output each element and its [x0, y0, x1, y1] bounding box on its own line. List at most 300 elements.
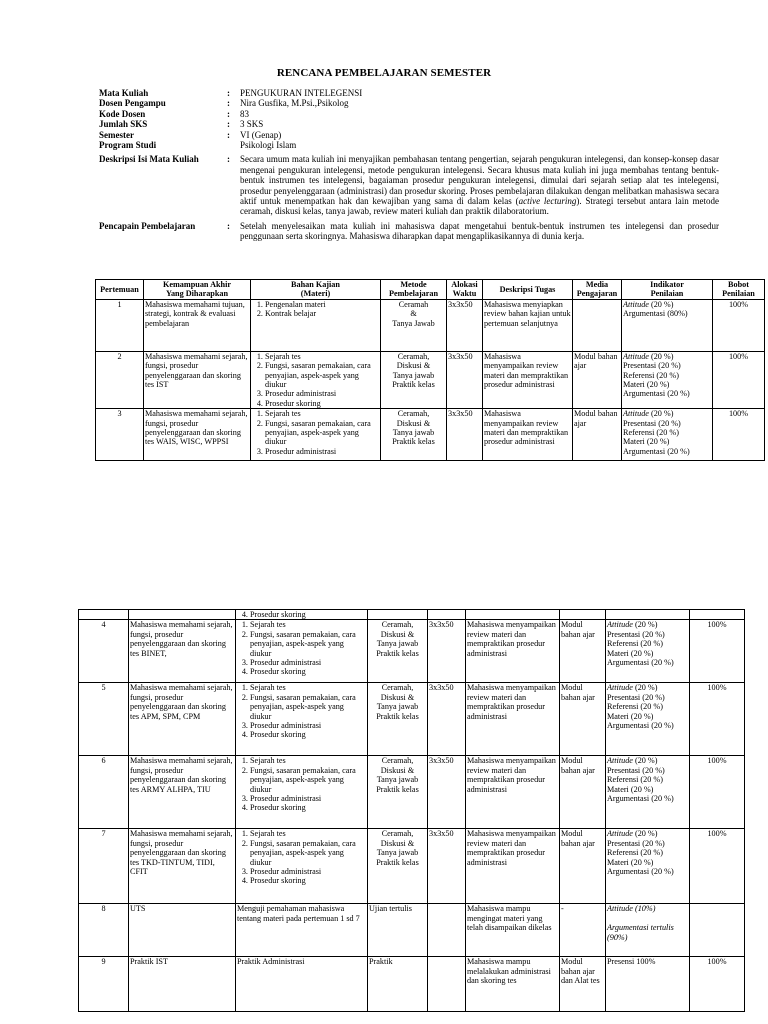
info-colon: : [227, 88, 230, 98]
header-text: Penilaian [722, 289, 755, 299]
indicator-line [607, 848, 688, 857]
material-item: 3. Prosedur administrasi [250, 658, 366, 667]
study-material [251, 351, 381, 408]
assessment-indicators [622, 409, 713, 461]
indicator-emphasis: Attitude (10%) [607, 904, 656, 914]
learning-outcome: Mahasiswa memahami sejarah, fungsi, prosedur penyelenggaraan dan skoring tes TKD-TINTUM, TIDI, CFIT [129, 829, 236, 904]
method-line: Tanya jawab [376, 639, 419, 649]
assessment-indicators [606, 829, 690, 904]
weight: 100% [713, 299, 765, 351]
material-item: 3. Prosedur administrasi [250, 867, 366, 876]
teaching-method [381, 299, 447, 351]
time-allocation [428, 904, 466, 957]
method-line: Praktik kelas [376, 784, 419, 794]
header-text: Kemampuan Akhir [162, 280, 231, 289]
method-line: Ceramah, [381, 683, 414, 693]
indicator-text: (20 %) [648, 409, 674, 419]
column-header [573, 280, 622, 300]
table-row [79, 620, 745, 683]
info-label: Kode Dosen [99, 108, 146, 119]
info-label: Program Studi [99, 140, 157, 151]
indicator-text: Materi (20 %) [607, 711, 654, 721]
method-line: Diskusi & [380, 629, 415, 639]
time-allocation [428, 957, 466, 1012]
method-line: Tanya jawab [392, 428, 435, 438]
meeting-number: 1 [96, 299, 144, 351]
indicator-emphasis: Attitude [623, 299, 649, 309]
teaching-media: Modul bahan ajar [573, 351, 622, 408]
empty-cell [466, 610, 560, 620]
method-line: Tanya jawab [376, 702, 419, 712]
method-line: Praktik kelas [376, 711, 419, 721]
info-value: 3 SKS [240, 119, 264, 130]
indicator-line [607, 639, 688, 648]
study-material [236, 829, 368, 904]
info-value: Setelah menyelesaikan mata kuliah ini mahasiswa dapat mengetahui bentuk-bentuk instrumen tes intelegensi dan prosedur penggunaan serta skoringnya. Mahasiswa diharapkan dapat mengaplikasikannya di dunia kerja. [240, 220, 719, 242]
material-item: 4. Prosedur skoring [265, 399, 379, 408]
study-material [251, 299, 381, 351]
study-material [251, 409, 381, 461]
column-header [622, 280, 713, 300]
material-list [237, 829, 366, 885]
indicator-text: Presentasi (20 %) [607, 838, 665, 848]
indicator-text: (20 %) [632, 620, 658, 630]
indicator-line [607, 766, 688, 775]
material-item: 3. Prosedur administrasi [250, 721, 366, 730]
material-item: 1. Sejarah tes [265, 409, 379, 418]
header-text: Alokasi [451, 280, 478, 289]
assessment-indicators [622, 299, 713, 351]
info-label: Dosen Pengampu [99, 98, 166, 109]
info-row [99, 88, 719, 98]
weight: 100% [690, 683, 745, 756]
header-text: Deskripsi Tugas [499, 284, 556, 294]
material-list [237, 756, 366, 812]
meeting-number: 6 [79, 756, 129, 829]
indicator-line [623, 380, 711, 389]
info-colon: : [227, 108, 230, 119]
material-list [252, 300, 379, 319]
method-line: Ceramah, [381, 756, 414, 766]
material-item: 1. Sejarah tes [250, 756, 366, 765]
indicator-line [607, 620, 688, 629]
empty-cell [560, 610, 606, 620]
teaching-method [368, 683, 428, 756]
info-value: Psikologi Islam [240, 140, 297, 151]
study-material: Menguji pemahaman mahasiswa tentang materi pada pertemuan 1 sd 7 [236, 904, 368, 957]
column-header [144, 280, 251, 300]
teaching-media: Modul bahan ajar [560, 620, 606, 683]
time-allocation: 3x3x50 [447, 299, 483, 351]
indicator-text: Presentasi (20 %) [623, 361, 681, 371]
method-line: Ceramah, [397, 351, 430, 361]
indicator-line [623, 309, 711, 318]
header-text: Pertemuan [100, 284, 139, 294]
indicator-line [607, 683, 688, 692]
task-description: Mahasiswa menyampaikan review materi dan mempraktikan prosedur administrasi [466, 620, 560, 683]
indicator-text: Referensi (20 %) [607, 848, 663, 858]
material-item: 2. Fungsi, sasaran pemakaian, cara penyajian, aspek-aspek yang diukur [250, 630, 366, 658]
method-line: Tanya jawab [376, 848, 419, 858]
learning-outcome: Mahasiswa memahami sejarah, fungsi, prosedur penyelenggaraan dan skoring tes IST [144, 351, 251, 408]
indicator-text: Materi (20 %) [623, 437, 670, 447]
method-line: Tanya jawab [392, 370, 435, 380]
weight: 100% [690, 620, 745, 683]
info-label: Pencapain Pembelajaran [99, 220, 196, 231]
indicator-line [623, 389, 711, 398]
method-line: Ceramah, [381, 829, 414, 839]
method-line: Ceramah [398, 299, 429, 309]
teaching-method [381, 409, 447, 461]
indicator-line [623, 437, 711, 446]
indicator-line [623, 428, 711, 437]
column-header [447, 280, 483, 300]
info-colon: : [227, 119, 230, 130]
study-material [236, 610, 368, 620]
weight: 100% [713, 351, 765, 408]
method-line: Diskusi & [380, 765, 415, 775]
material-item: 1. Sejarah tes [250, 829, 366, 838]
study-material [236, 756, 368, 829]
indicator-text: (20 %) [632, 756, 658, 766]
indicator-emphasis: Attitude [623, 409, 649, 419]
indicator-text: Argumentasi (80%) [623, 309, 688, 319]
indicator-text: Argumentasi (20 %) [607, 658, 674, 668]
task-description: Mahasiswa mampu mengingat materi yang telah disampaikan dikelas [466, 904, 560, 957]
teaching-method [368, 957, 428, 1012]
teaching-media: Modul bahan ajar [560, 829, 606, 904]
material-list [237, 620, 366, 676]
info-label: Jumlah SKS [99, 119, 148, 130]
task-description: Mahasiswa mampu melalakukan administrasi dan skoring tes [466, 957, 560, 1012]
table-row [96, 409, 765, 461]
teaching-media: Modul bahan ajar [573, 409, 622, 461]
indicator-emphasis: Attitude [623, 351, 649, 361]
material-item: 4. Prosedur skoring [250, 610, 366, 619]
teaching-method [368, 620, 428, 683]
material-item: 4. Prosedur skoring [250, 876, 366, 885]
indicator-line [623, 447, 711, 456]
material-item: 1. Sejarah tes [250, 620, 366, 629]
indicator-line [607, 904, 688, 913]
indicator-line [607, 923, 688, 942]
indicator-text: Referensi (20 %) [607, 702, 663, 712]
material-item: 2. Fungsi, sasaran pemakaian, cara penyajian, aspek-aspek yang diukur [265, 361, 379, 389]
time-allocation: 3x3x50 [428, 756, 466, 829]
learning-outcome: Mahasiswa memahami sejarah, fungsi, prosedur penyelenggaraan dan skoring tes APM, SPM, CPM [129, 683, 236, 756]
material-item: 2. Fungsi, sasaran pemakaian, cara penyajian, aspek-aspek yang diukur [265, 419, 379, 447]
rps-table-page2 [78, 609, 745, 1012]
indicator-line [607, 649, 688, 658]
indicator-text: Materi (20 %) [607, 648, 654, 658]
teaching-media: Modul bahan ajar dan Alat tes [560, 957, 606, 1012]
method-line: Praktik kelas [392, 437, 435, 447]
indicator-line [623, 409, 711, 418]
empty-cell [368, 610, 428, 620]
indicator-line [607, 914, 688, 923]
header-text: Pengajaran [576, 289, 618, 299]
course-info [99, 88, 719, 242]
material-item: 1. Sejarah tes [250, 683, 366, 692]
table-row [96, 299, 765, 351]
study-material: Praktik Administrasi [236, 957, 368, 1012]
emphasis-text: active lecturing [518, 196, 577, 207]
header-text: Media [585, 280, 609, 289]
empty-cell [129, 610, 236, 620]
column-header [251, 280, 381, 300]
info-colon: : [227, 129, 230, 140]
meeting-number: 9 [79, 957, 129, 1012]
learning-outcome: UTS [129, 904, 236, 957]
material-list [252, 409, 379, 456]
indicator-text: Referensi (20 %) [623, 370, 679, 380]
column-header [713, 280, 765, 300]
table-row [79, 683, 745, 756]
method-line: Praktik kelas [376, 857, 419, 867]
header-text: Penilaian [650, 289, 684, 299]
learning-outcome: Mahasiswa memahami sejarah, fungsi, prosedur penyelenggaraan dan skoring tes WAIS, WISC, WPPSI [144, 409, 251, 461]
indicator-line [607, 702, 688, 711]
material-item: 2. Fungsi, sasaran pemakaian, cara penyajian, aspek-aspek yang diukur [250, 693, 366, 721]
method-line: Praktik [369, 957, 393, 967]
indicator-text: (20 %) [648, 299, 674, 309]
indicator-text: Presentasi (20 %) [607, 692, 665, 702]
meeting-number: 2 [96, 351, 144, 408]
material-item: 2. Kontrak belajar [265, 309, 379, 318]
material-item: 3. Prosedur administrasi [265, 447, 379, 456]
indicator-text: Argumentasi (20 %) [607, 721, 674, 731]
time-allocation: 3x3x50 [428, 829, 466, 904]
indicator-text: Argumentasi (20 %) [607, 794, 674, 804]
time-allocation: 3x3x50 [428, 620, 466, 683]
indicator-text: (20 %) [648, 351, 674, 361]
info-row [99, 150, 719, 216]
indicator-line [607, 693, 688, 702]
method-line: Ujian tertulis [369, 904, 412, 914]
method-line: Tanya jawab [376, 775, 419, 785]
assessment-indicators [606, 904, 690, 957]
table-row [96, 351, 765, 408]
teaching-media [573, 299, 622, 351]
teaching-media: - [560, 904, 606, 957]
indicator-line [623, 352, 711, 361]
meeting-number: 8 [79, 904, 129, 957]
indicator-emphasis: Attitude [607, 829, 633, 839]
time-allocation: 3x3x50 [428, 683, 466, 756]
info-row [99, 119, 719, 129]
indicator-text: Presensi 100% [607, 957, 656, 967]
info-row [99, 130, 719, 140]
info-value: Nira Gusfika, M.Psi.,Psikolog [240, 98, 349, 109]
document-title: RENCANA PEMBELAJARAN SEMESTER [276, 67, 492, 79]
header-text: Pembelajaran [388, 289, 439, 299]
indicator-text: (20 %) [632, 683, 658, 693]
learning-outcome: Mahasiswa memahami tujuan, strategi, kontrak & evaluasi pembelajaran [144, 299, 251, 351]
teaching-method [368, 756, 428, 829]
table-row [79, 904, 745, 957]
info-colon [227, 140, 240, 150]
meeting-number: 3 [96, 409, 144, 461]
teaching-media: Modul bahan ajar [560, 683, 606, 756]
teaching-media: Modul bahan ajar [560, 756, 606, 829]
weight: 100% [690, 957, 745, 1012]
indicator-line [607, 721, 688, 730]
indicator-text: Referensi (20 %) [623, 428, 679, 438]
info-row [99, 109, 719, 119]
header-text: Metode [400, 280, 427, 289]
header-text: Bahan Kajian [291, 280, 340, 289]
method-line: Praktik kelas [376, 648, 419, 658]
material-list [237, 610, 366, 619]
info-row [99, 140, 719, 150]
meeting-number: 4 [79, 620, 129, 683]
info-value: 83 [240, 108, 249, 119]
task-description: Mahasiswa menyampaikan review materi dan mempraktikan prosedur administrasi [483, 351, 573, 408]
material-list [252, 352, 379, 408]
weight: 100% [690, 756, 745, 829]
meeting-number: 7 [79, 829, 129, 904]
indicator-text: Materi (20 %) [607, 784, 654, 794]
info-colon: : [227, 154, 230, 165]
assessment-indicators [622, 351, 713, 408]
teaching-method [381, 351, 447, 408]
meeting-number: 5 [79, 683, 129, 756]
indicator-line [623, 371, 711, 380]
header-text: Yang Diharapkan [165, 289, 229, 299]
empty-cell [428, 610, 466, 620]
indicator-text: Argumentasi (20 %) [607, 867, 674, 877]
column-header [483, 280, 573, 300]
learning-outcome: Praktik IST [129, 957, 236, 1012]
header-text: Bobot [728, 280, 749, 289]
indicator-text: Referensi (20 %) [607, 639, 663, 649]
method-line: Tanya Jawab [392, 318, 435, 328]
indicator-line [607, 829, 688, 838]
indicator-line [607, 858, 688, 867]
indicator-emphasis: Attitude [607, 620, 633, 630]
empty-cell [606, 610, 690, 620]
indicator-line [607, 756, 688, 765]
indicator-line [607, 630, 688, 639]
empty-cell [690, 610, 745, 620]
info-row [99, 98, 719, 108]
column-header [381, 280, 447, 300]
header-text: (Materi) [300, 289, 331, 299]
indicator-emphasis: Attitude [607, 683, 633, 693]
learning-outcome: Mahasiswa memahami sejarah, fungsi, prosedur penyelenggaraan dan skoring tes BINET, [129, 620, 236, 683]
info-row [99, 217, 719, 242]
indicator-emphasis: Argumentasi tertulis (90%) [607, 923, 674, 942]
table-header-row [96, 280, 765, 300]
info-label: Deskripsi Isi Mata Kuliah [99, 154, 199, 165]
info-text: Secara umum mata kuliah ini menyajikan pembahasan tentang pengertian, sejarah pengukuran intelegensi, dan konsep-konsep dasar mengenai pengukuran intelegensi, metode pengukuran intelegensi. Secara khusus mata kuliah ini juga membahas tentang bentuk-bentuk instrumen tes intelegensi, bagaiaman prosedur pengukuran intelegensi, dimulai dari sejarah setiap alat tes intelegensi, prosedur penyelenggaraan (administrasi) dan prosedur skoring. Proses pembelajaran dilakukan dengan melibatkan mahasiswa secara aktif untuk menempatkan hak dan kewajiban yang sama di dalam kelas ( [240, 154, 719, 207]
teaching-method [368, 904, 428, 957]
weight: 100% [713, 409, 765, 461]
indicator-text: (20 %) [632, 829, 658, 839]
info-colon: : [227, 98, 230, 109]
method-line: Diskusi & [380, 838, 415, 848]
method-line: Ceramah, [397, 409, 430, 419]
info-value: VI (Genap) [240, 129, 282, 140]
empty-cell [79, 610, 129, 620]
study-material [236, 683, 368, 756]
material-item: 4. Prosedur skoring [250, 730, 366, 739]
indicator-text: Presentasi (20 %) [623, 418, 681, 428]
indicator-line [607, 712, 688, 721]
task-description: Mahasiswa menyampaikan review materi dan mempraktikan prosedur administrasi [483, 409, 573, 461]
info-label: Semester [99, 129, 134, 140]
material-list [237, 683, 366, 739]
method-line: Diskusi & [396, 418, 431, 428]
header-text: Indikator [650, 280, 684, 289]
material-item: 4. Prosedur skoring [250, 803, 366, 812]
material-item: 2. Fungsi, sasaran pemakaian, cara penyajian, aspek-aspek yang diukur [250, 766, 366, 794]
assessment-indicators [606, 683, 690, 756]
indicator-line [607, 785, 688, 794]
table-row [79, 756, 745, 829]
info-text: ). Strategi tersebut antara lain metode ceramah, diskusi kelas, tanya jawab, review materi kuliah dan praktik dilaboratorium. [240, 196, 719, 217]
weight: 100% [690, 829, 745, 904]
material-item: 3. Prosedur administrasi [250, 794, 366, 803]
learning-outcome: Mahasiswa memahami sejarah, fungsi, prosedur penyelenggaraan dan skoring tes ARMY ALHPA, TIU [129, 756, 236, 829]
indicator-text: Presentasi (20 %) [607, 629, 665, 639]
table-row [79, 957, 745, 1012]
assessment-indicators [606, 620, 690, 683]
method-line: Ceramah, [381, 620, 414, 630]
time-allocation: 3x3x50 [447, 351, 483, 408]
material-item: 2. Fungsi, sasaran pemakaian, cara penyajian, aspek-aspek yang diukur [250, 839, 366, 867]
indicator-line [607, 775, 688, 784]
info-colon: : [227, 220, 230, 231]
column-header [96, 280, 144, 300]
material-item: 4. Prosedur skoring [250, 667, 366, 676]
info-value: PENGUKURAN INTELEGENSI [240, 88, 363, 98]
indicator-emphasis: Attitude [607, 756, 633, 766]
header-text: Waktu [452, 289, 477, 299]
task-description: Mahasiswa menyampaikan review materi dan mempraktikan prosedur administrasi [466, 683, 560, 756]
continuation-row [79, 610, 745, 620]
indicator-text: Presentasi (20 %) [607, 765, 665, 775]
material-item: 1. Pengenalan materi [265, 300, 379, 309]
task-description: Mahasiswa menyampaikan review materi dan mempraktikan prosedur administrasi [466, 756, 560, 829]
indicator-text: Materi (20 %) [623, 380, 670, 390]
task-description: Mahasiswa menyiapkan review bahan kajian untuk pertemuan selanjutnya [483, 299, 573, 351]
assessment-indicators [606, 756, 690, 829]
indicator-line [607, 957, 688, 966]
teaching-method [368, 829, 428, 904]
indicator-text: Materi (20 %) [607, 857, 654, 867]
material-item: 1. Sejarah tes [265, 352, 379, 361]
rps-table-page1 [95, 279, 765, 461]
indicator-line [607, 867, 688, 876]
indicator-line [623, 300, 711, 309]
indicator-line [607, 794, 688, 803]
method-line: Praktik kelas [392, 380, 435, 390]
task-description: Mahasiswa menyampaikan review materi dan mempraktikan prosedur administrasi [466, 829, 560, 904]
method-line: Diskusi & [380, 692, 415, 702]
study-material [236, 620, 368, 683]
indicator-line [623, 361, 711, 370]
method-line: & [410, 309, 417, 319]
indicator-text: Argumentasi (20 %) [623, 446, 690, 456]
table-row [79, 829, 745, 904]
indicator-line [623, 419, 711, 428]
assessment-indicators [606, 957, 690, 1012]
info-label: Mata Kuliah [99, 88, 149, 98]
material-item: 3. Prosedur administrasi [265, 389, 379, 398]
indicator-text: Argumentasi (20 %) [623, 389, 690, 399]
indicator-line [607, 658, 688, 667]
